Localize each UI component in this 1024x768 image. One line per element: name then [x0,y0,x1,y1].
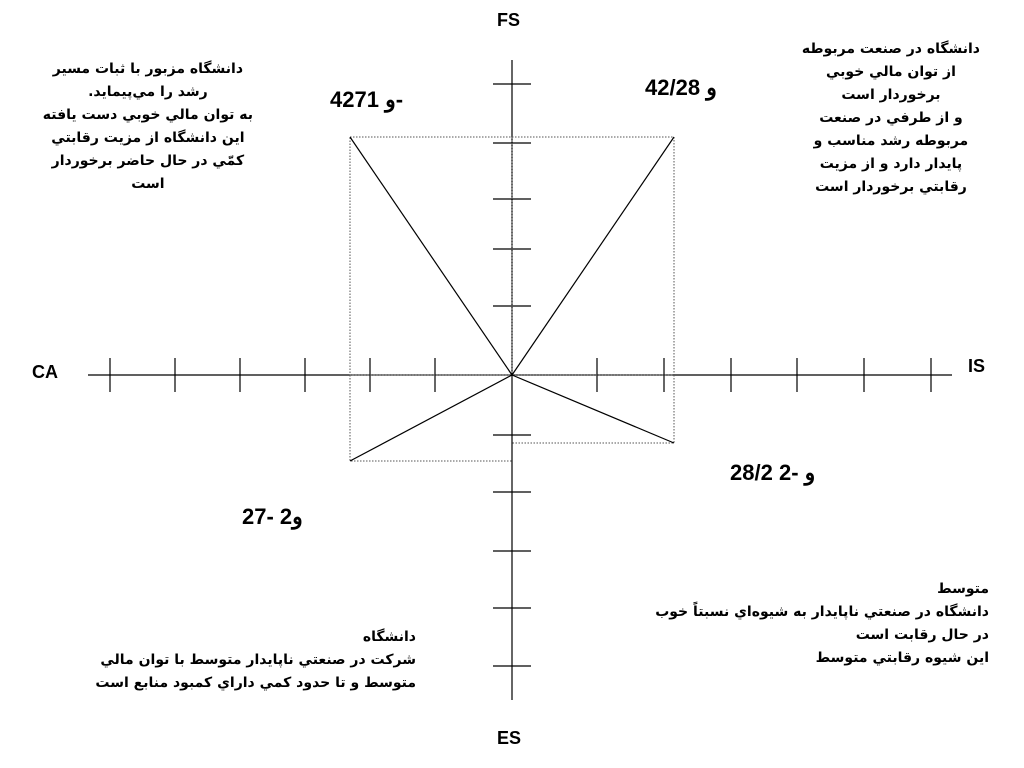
axis-label-right: IS [968,356,986,376]
point-label-q4: 28/2 و -2 [730,460,816,485]
description-line: دانشگاه در صنعت مربوطه [801,41,980,57]
description-line: رشد را مي‌پيمايد. [88,84,208,100]
description-line: به توان مالي خوبي دست يافته [42,107,253,123]
description-line: متوسط [937,581,989,597]
description-line: متوسط و تا حدود كمي داراي كمبود منابع است [95,675,416,691]
description-line: كمّي در حال حاضر برخوردار [51,153,245,169]
axis-label-left: CA [32,362,58,382]
description-line: است [131,176,165,192]
description-line: اين دانشگاه از مزيت رقابتي [51,130,245,146]
description-line: دانشگاه در صنعتي ناپايدار به شيوه‌اي نسبتاً خوب [655,604,989,620]
quadrant-3-description [95,626,416,695]
quadrant-1-description [802,38,980,199]
description-line: دانشگاه مزبور با ثبات مسير [52,61,244,77]
description-line: برخوردار است [841,87,941,103]
vector-q2 [350,137,512,375]
point-label-q2: 4و 271- [330,87,404,112]
description-line: و از طرفي در صنعت [819,110,963,126]
point-label-q1: 4و 2/28 [645,75,717,100]
description-line: پايدار دارد و از مزيت [819,156,963,172]
point-label-q3: 27- و2 [242,504,303,529]
axis-label-bottom: ES [497,728,522,748]
vector-q1 [512,137,674,375]
quadrant-2-description [43,58,253,196]
vector-q3 [350,375,512,461]
axis-label-top: FS [497,10,521,30]
description-line: شركت در صنعتي ناپايدار متوسط با توان مالي [100,652,416,668]
quadrant-4-description [655,578,989,670]
description-line: رقابتي برخوردار است [815,179,967,195]
vector-q4 [512,375,674,443]
description-line: از توان مالي خوبي [826,64,956,80]
description-line: در حال رقابت است [855,627,989,643]
description-line: دانشگاه [362,629,416,645]
description-line: اين شيوه رقابتي متوسط [815,650,989,666]
description-line: مربوطه رشد مناسب و [813,133,969,149]
